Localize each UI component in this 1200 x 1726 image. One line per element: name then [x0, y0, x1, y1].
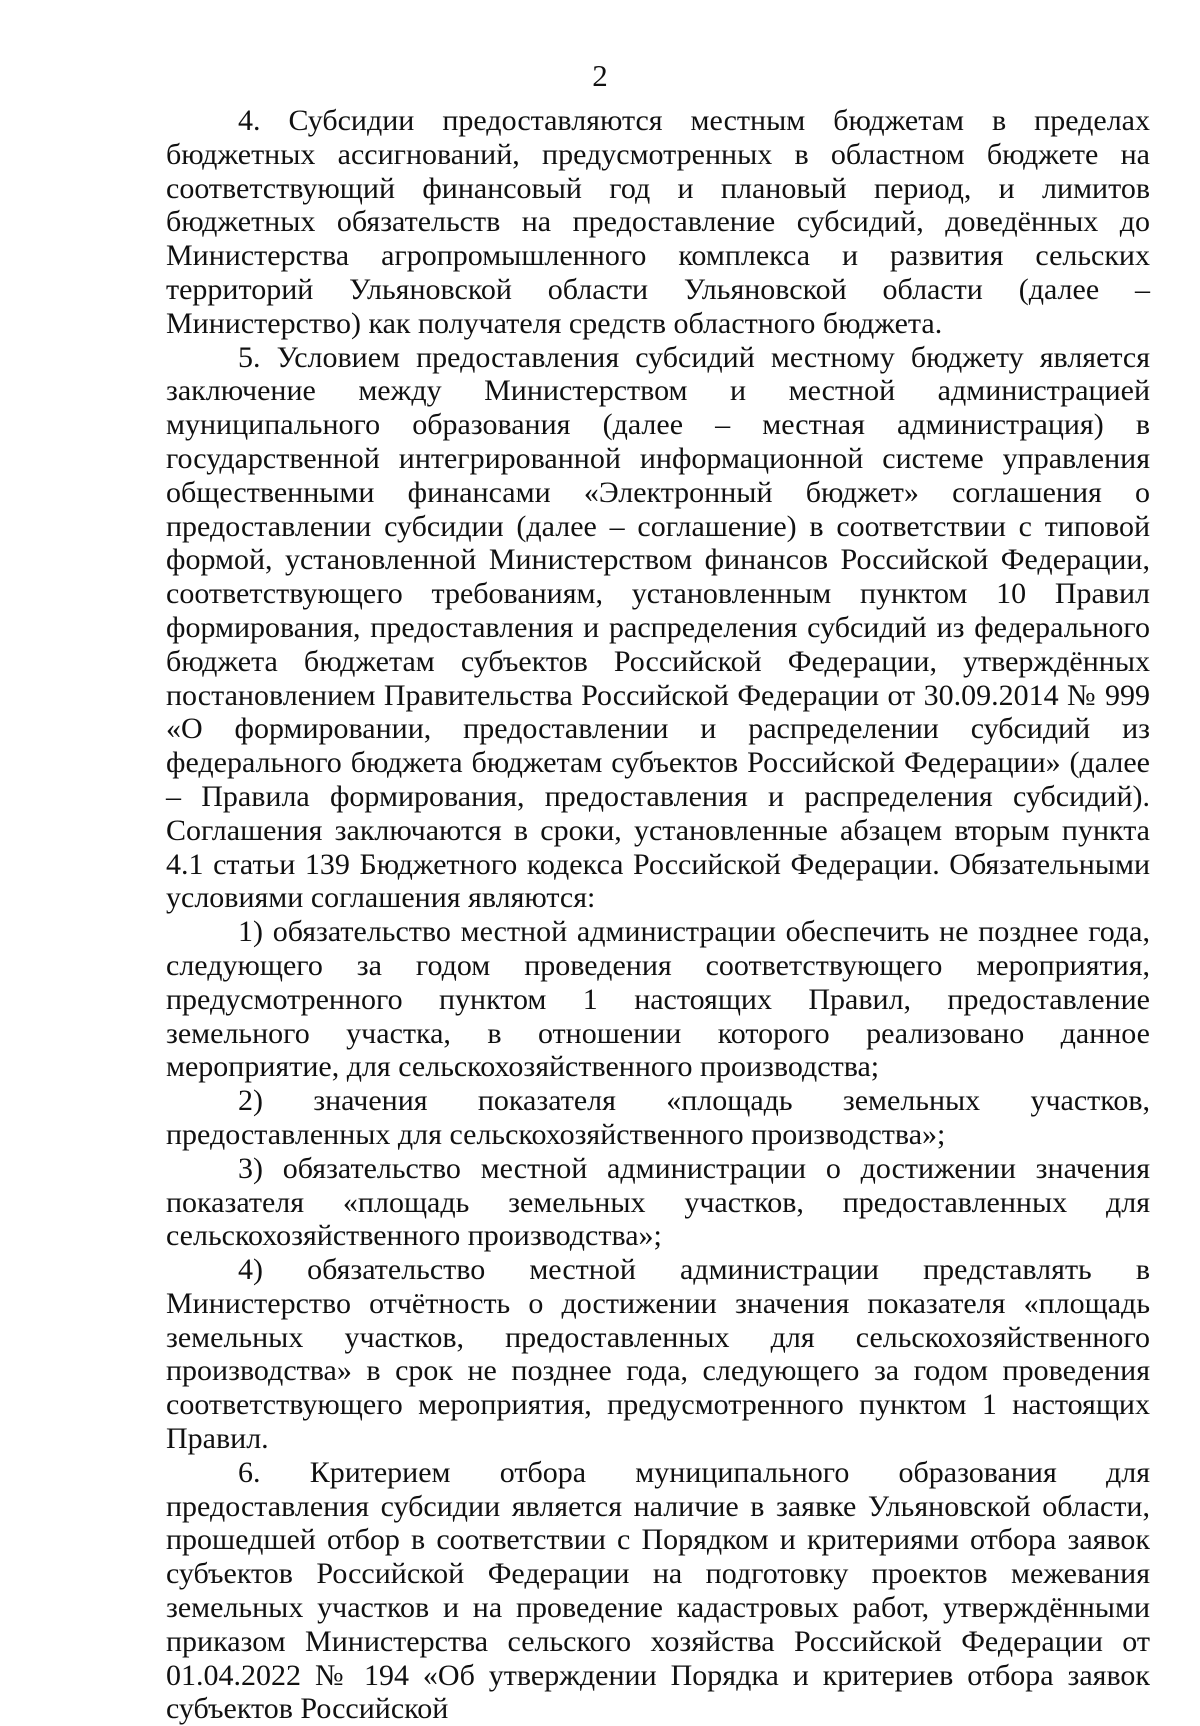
condition-1: 1) обязательство местной администрации обеспечить не позднее года, следующего за годом проведения соответствующего мероприятия, предусмотренного пунктом 1 настоящих Правил, предоставление земельного участка, в отношении которого реализовано данное мероприятие, для сельскохозяйственного производства;	[166, 915, 1150, 1084]
paragraph-5: 5. Условием предоставления субсидий местному бюджету является заключение между Министерством и местной администрацией муниципального образования (далее – местная администрация) в государственной интегрированной информационной системе управления общественными финансами «Электронный бюджет» соглашения о предоставлении субсидии (далее – соглашение) в соответствии с типовой формой, установленной Министерством финансов Российской Федерации, соответствующего требованиям, установленным пунктом 10 Правил формирования, предоставления и распределения субсидий из федерального бюджета бюджетам субъектов Российской Федерации, утверждённых постановлением Правительства Российской Федерации от 30.09.2014 № 999 «О формировании, предоставлении и распределении субсидий из федерального бюджета бюджетам субъектов Российской Федерации» (далее – Правила формирования, предоставления и распределения субсидий). Соглашения заключаются в сроки, установленные абзацем вторым пункта 4.1 статьи 139 Бюджетного кодекса Российской Федерации. Обязательными условиями соглашения являются:	[166, 340, 1150, 915]
condition-2: 2) значения показателя «площадь земельных участков, предоставленных для сельскохозяйственного производства»;	[166, 1084, 1150, 1151]
paragraph-4: 4. Субсидии предоставляются местным бюджетам в пределах бюджетных ассигнований, предусмотренных в областном бюджете на соответствующий финансовый год и плановый период, и лимитов бюджетных обязательств на предоставление субсидий, доведённых до Министерства агропромышленного комплекса и развития сельских территорий Ульяновской области Ульяновской области (далее – Министерство) как получателя средств областного бюджета.	[166, 104, 1150, 340]
condition-4: 4) обязательство местной администрации представлять в Министерство отчётность о достижении значения показателя «площадь земельных участков, предоставленных для сельскохозяйственного производства» в срок не позднее года, следующего за годом проведения соответствующего мероприятия, предусмотренного пунктом 1 настоящих Правил.	[166, 1253, 1150, 1456]
condition-3: 3) обязательство местной администрации о достижении значения показателя «площадь земельных участков, предоставленных для сельскохозяйственного производства»;	[166, 1151, 1150, 1253]
paragraph-6: 6. Критерием отбора муниципального образования для предоставления субсидии является наличие в заявке Ульяновской области, прошедшей отбор в соответствии с Порядком и критериями отбора заявок субъектов Российской Федерации на подготовку проектов межевания земельных участков и на проведение кадастровых работ, утверждёнными приказом Министерства сельского хозяйства Российской Федерации от 01.04.2022 № 194 «Об утверждении Порядка и критериев отбора заявок субъектов Российской	[166, 1455, 1150, 1726]
page-number: 2	[592, 58, 608, 93]
document-body	[166, 104, 1150, 1726]
